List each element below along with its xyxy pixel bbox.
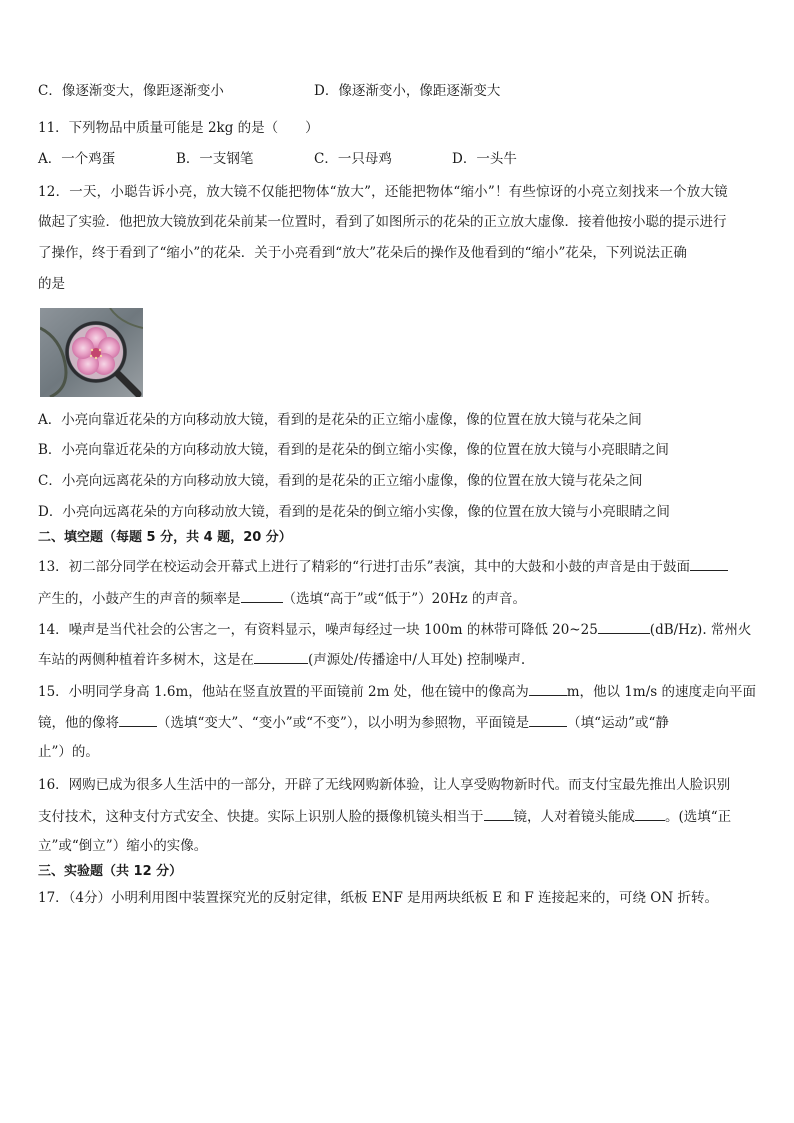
q14-line-2 bbox=[38, 649, 525, 670]
q16-line-2-text-a: 支付技术，这种支付方式安全、快捷。实际上识别人脸的摄像机镜头相当于 bbox=[38, 809, 484, 825]
q12-stem-line-1: 12．一天，小聪告诉小亮，放大镜不仅能把物体“放大”，还能把物体“缩小”！有些惊讶的小亮立刻找来一个放大镜 bbox=[38, 184, 728, 200]
q12-option-b: B．小亮向靠近花朵的方向移动放大镜，看到的是花朵的倒立缩小实像，像的位置在放大镜与小亮眼睛之间 bbox=[38, 442, 669, 458]
q10-option-c: C．像逐渐变大，像距逐渐变小 bbox=[38, 83, 224, 99]
q10-option-d: D．像逐渐变小，像距逐渐变大 bbox=[314, 83, 501, 99]
section-3-title: 三、实验题（共 12 分） bbox=[38, 864, 183, 879]
q11-option-c: C．一只母鸡 bbox=[314, 151, 392, 167]
q13-line-1 bbox=[38, 556, 728, 577]
section-2-title: 二、填空题（每题 5 分，共 4 题，20 分） bbox=[38, 530, 292, 545]
q15-line-3: 止”）的。 bbox=[38, 744, 99, 760]
q15-line-2-text-c: （填“运动”或“静 bbox=[567, 715, 669, 731]
q15-blank-1 bbox=[529, 681, 567, 696]
q16-line-2 bbox=[38, 806, 731, 827]
q14-line-2-text-b: (声源处/传播途中/人耳处) 控制噪声. bbox=[308, 652, 526, 668]
q15-line-1-text-b: m，他以 1m/s 的速度走向平面 bbox=[566, 684, 756, 700]
q11-option-a: A．一个鸡蛋 bbox=[38, 151, 116, 167]
q16-blank-1 bbox=[484, 806, 514, 821]
q11-option-b: B．一支钢笔 bbox=[176, 151, 254, 167]
q15-line-2-text-a: 镜，他的像将 bbox=[38, 715, 119, 731]
q15-line-1-text-a: 15．小明同学身高 1.6m，他站在竖直放置的平面镜前 2m 处，他在镜中的像高为 bbox=[38, 684, 529, 700]
q13-line-2 bbox=[38, 588, 526, 609]
q11-option-d: D．一头牛 bbox=[452, 151, 517, 167]
q16-blank-2 bbox=[635, 806, 665, 821]
q13-blank-2 bbox=[241, 588, 283, 603]
q16-line-2-text-c: 。(选填“正 bbox=[665, 809, 732, 825]
q15-line-2 bbox=[38, 712, 669, 733]
q16-line-2-text-b: 镜，人对着镜头能成 bbox=[513, 809, 635, 825]
q13-line-1-text: 13．初二部分同学在校运动会开幕式上进行了精彩的“行进打击乐”表演，其中的大鼓和小鼓的声音是由于鼓面 bbox=[38, 559, 690, 575]
q12-option-a: A．小亮向靠近花朵的方向移动放大镜，看到的是花朵的正立缩小虚像，像的位置在放大镜与花朵之间 bbox=[38, 412, 642, 428]
q14-line-1 bbox=[38, 619, 751, 640]
q12-stem-line-3: 了操作，终于看到了“缩小”的花朵．关于小亮看到“放大”花朵后的操作及他看到的“缩小”花朵，下列说法正确 bbox=[38, 245, 687, 261]
q15-blank-2 bbox=[119, 712, 157, 727]
q13-blank-1 bbox=[690, 556, 728, 571]
q12-stem-line-4: 的是 bbox=[38, 276, 65, 292]
q14-line-2-text-a: 车站的两侧种植着许多树木，这是在 bbox=[38, 652, 254, 668]
q15-line-2-text-b: （选填“变大”、“变小”或“不变”），以小明为参照物，平面镜是 bbox=[157, 715, 530, 731]
q13-line-2-text-a: 产生的，小鼓产生的声音的频率是 bbox=[38, 591, 241, 607]
q13-line-2-text-b: （选填“高于”或“低于”）20Hz 的声音。 bbox=[282, 591, 526, 607]
magnifier-flower-photo bbox=[40, 308, 143, 397]
q12-option-c: C．小亮向远离花朵的方向移动放大镜，看到的是花朵的正立缩小虚像，像的位置在放大镜与花朵之间 bbox=[38, 473, 643, 489]
q15-blank-3 bbox=[529, 712, 567, 727]
q11-stem: 11．下列物品中质量可能是 2kg 的是（ ） bbox=[38, 120, 319, 136]
q16-line-1: 16．网购已成为很多人生活中的一部分，开辟了无线网购新体验，让人享受购物新时代。而支付宝最先推出人脸识别 bbox=[38, 777, 731, 793]
q12-stem-line-2: 做起了实验．他把放大镜放到花朵前某一位置时，看到了如图所示的花朵的正立放大虚像．接着他按小聪的提示进行 bbox=[38, 214, 727, 230]
q14-blank-2 bbox=[254, 649, 308, 664]
q15-line-1 bbox=[38, 681, 756, 702]
q17-stem: 17．（4分）小明利用图中装置探究光的反射定律，纸板 ENF 是用两块纸板 E 和 F 连接起来的，可绕 ON 折转。 bbox=[38, 890, 718, 906]
q14-line-1-text-b: (dB/Hz). 常州火 bbox=[649, 622, 752, 638]
q12-option-d: D．小亮向远离花朵的方向移动放大镜，看到的是花朵的倒立缩小实像，像的位置在放大镜与小亮眼睛之间 bbox=[38, 504, 670, 520]
q14-blank-1 bbox=[598, 619, 650, 634]
q16-line-3: 立”或“倒立”）缩小的实像。 bbox=[38, 838, 208, 854]
q14-line-1-text-a: 14．噪声是当代社会的公害之一，有资料显示，噪声每经过一块 100m 的林带可降低 20~25 bbox=[38, 622, 598, 638]
